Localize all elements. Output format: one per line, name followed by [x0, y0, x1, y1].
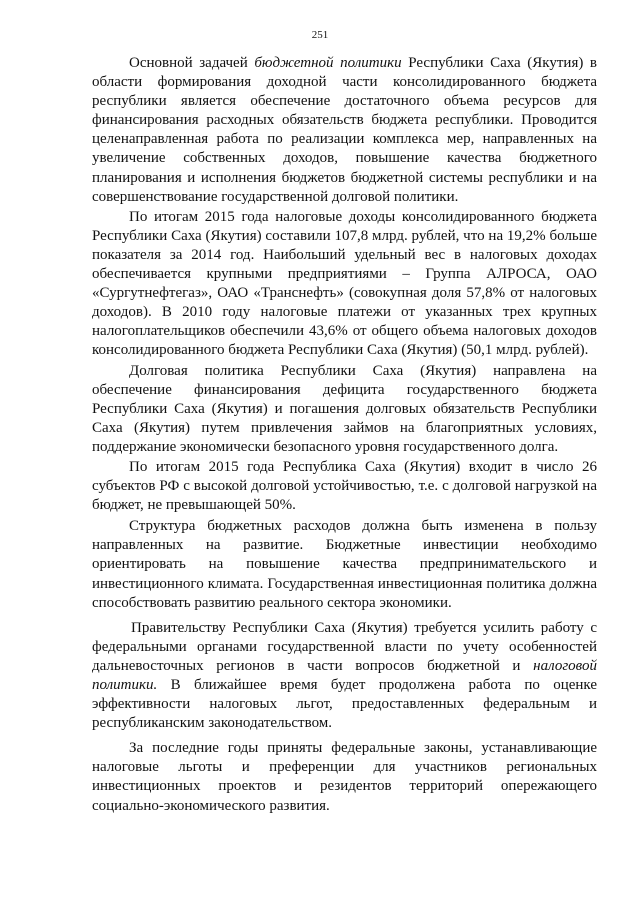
paragraph-text: Основной задачей: [129, 55, 255, 71]
body-text: [92, 54, 597, 817]
paragraph-tax-revenue-2015: По итогам 2015 года налоговые доходы консолидированного бюджета Республики Саха (Якутия) составили 107,8 млрд. рублей, что на 19,2% больше показателя за 2014 год. Наибольший удельный вес в налоговых доходах обеспечивается крупными предприятиями – Группа АЛРОСА, ОАО «Сургутнефтегаз», ОАО «Транснефть» (совокупная доля 57,8% от налоговых доходов). В 2010 году налоговые платежи от указанных трех крупных налогоплательщиков обеспечили 43,6% от общего объема налоговых доходов консолидированного бюджета Республики Саха (Якутия) (50,1 млрд. рублей).: [92, 208, 597, 359]
paragraph-federal-cooperation: [92, 619, 597, 734]
paragraph-budget-policy-goal: [92, 54, 597, 207]
italic-term: налоговой политики.: [92, 657, 597, 693]
paragraph-text: Правительству Республики Саха (Якутия) требуется усилить работу с федеральными органами государственной власти по учету особенностей дальневосточных регионов в части вопросов бюджетной и: [92, 619, 597, 674]
paragraph-text: В ближайшее время будет продолжена работа по оценке эффективности налоговых льгот, предоставленных федеральным и республиканским законодательством.: [92, 677, 597, 732]
paragraph-debt-sustainability: По итогам 2015 года Республика Саха (Якутия) входит в число 26 субъектов РФ с высокой долговой устойчивостью, т.е. с долговой нагрузкой на бюджет, не превышающей 50%.: [92, 458, 597, 514]
paragraph-federal-laws: За последние годы приняты федеральные законы, устанавливающие налоговые льготы и преференции для участников региональных инвестиционных проектов и резидентов территорий опережающего социально-экономического развития.: [92, 740, 597, 814]
page-number: 251: [311, 29, 329, 41]
paragraph-text: Республики Саха (Якутия) в области формирования доходной части консолидированного бюджета республики является обеспечение достаточного объема ресурсов для финансирования расходных обязательств бюджета республики. Проводится целенаправленная работа по реализации комплекса мер, направленных на увеличение собственных доходов, повышение качества бюджетного планирования и исполнения бюджетов бюджетной системы республики и на совершенствование государственной долговой политики.: [92, 55, 598, 205]
paragraph-expenditure-structure: Структура бюджетных расходов должна быть изменена в пользу направленных на развитие. Бюджетные инвестиции необходимо ориентировать на повышение качества предпринимательского и инвестиционного климата. Государственная инвестиционная политика должна способствовать развитию реального сектора экономики.: [92, 518, 597, 611]
paragraph-debt-policy: Долговая политика Республики Саха (Якутия) направлена на обеспечение финансирования дефицита государственного бюджета Республики Саха (Якутия) и погашения долговых обязательств Республики Саха (Якутия) путем привлечения займов на благоприятных условиях, поддержание экономически безопасного уровня государственного долга.: [92, 362, 597, 455]
italic-term: бюджетной политики: [254, 55, 402, 71]
